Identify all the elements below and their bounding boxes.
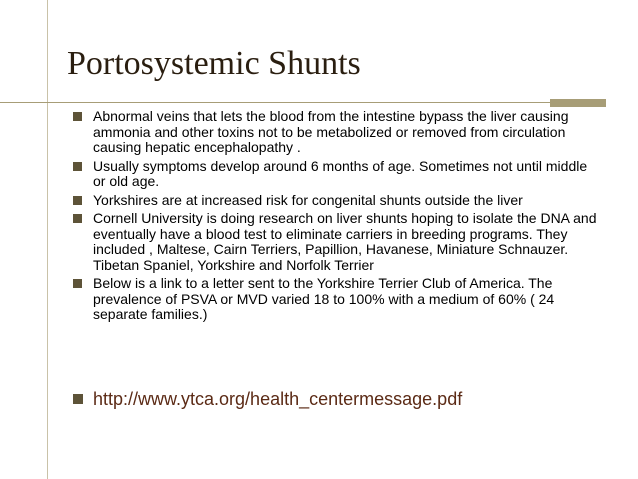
ytca-link[interactable]: http://www.ytca.org/health_centermessage.pdf [93,389,463,409]
bullet-item [73,276,603,323]
square-bullet-icon [73,394,83,404]
square-bullet-icon [73,279,82,288]
bullet-text: Below is a link to a letter sent to the Yorkshire Terrier Club of America. The prevalence of PSVA or MVD varied 18 to 100% with a medium of 60% ( 24 separate families.) [93,275,555,322]
square-bullet-icon [73,196,82,205]
title-underline [0,102,606,103]
title-accent-bar [550,99,606,107]
bullet-text: Abnormal veins that lets the blood from the intestine bypass the liver causing ammonia and other toxins not to be metabolized or removed from circulation causing hepatic encephalopathy . [93,108,569,155]
slide-title: Portosystemic Shunts [67,45,361,82]
left-margin-rule [47,0,48,479]
bullet-item [73,109,603,156]
bullet-text: Usually symptoms develop around 6 months of age. Sometimes not until middle or old age. [93,157,588,189]
bullet-item [73,159,603,190]
bullet-item [73,211,603,273]
square-bullet-icon [73,214,82,223]
link-bullet-item [73,388,613,410]
square-bullet-icon [73,112,82,121]
bullet-item [73,193,603,209]
bullet-text: Yorkshires are at increased risk for congenital shunts outside the liver [93,191,523,208]
bullet-list [73,109,603,326]
square-bullet-icon [73,162,82,171]
bullet-text: Cornell University is doing research on liver shunts hoping to isolate the DNA and eventually have a blood test to eliminate carriers in breeding programs. They included , Maltese, Cairn Terriers, Papillion, Havanese, Miniature Schnauzer. Tibetan Spaniel, Yorkshire and Norfolk Terrier [93,210,597,273]
